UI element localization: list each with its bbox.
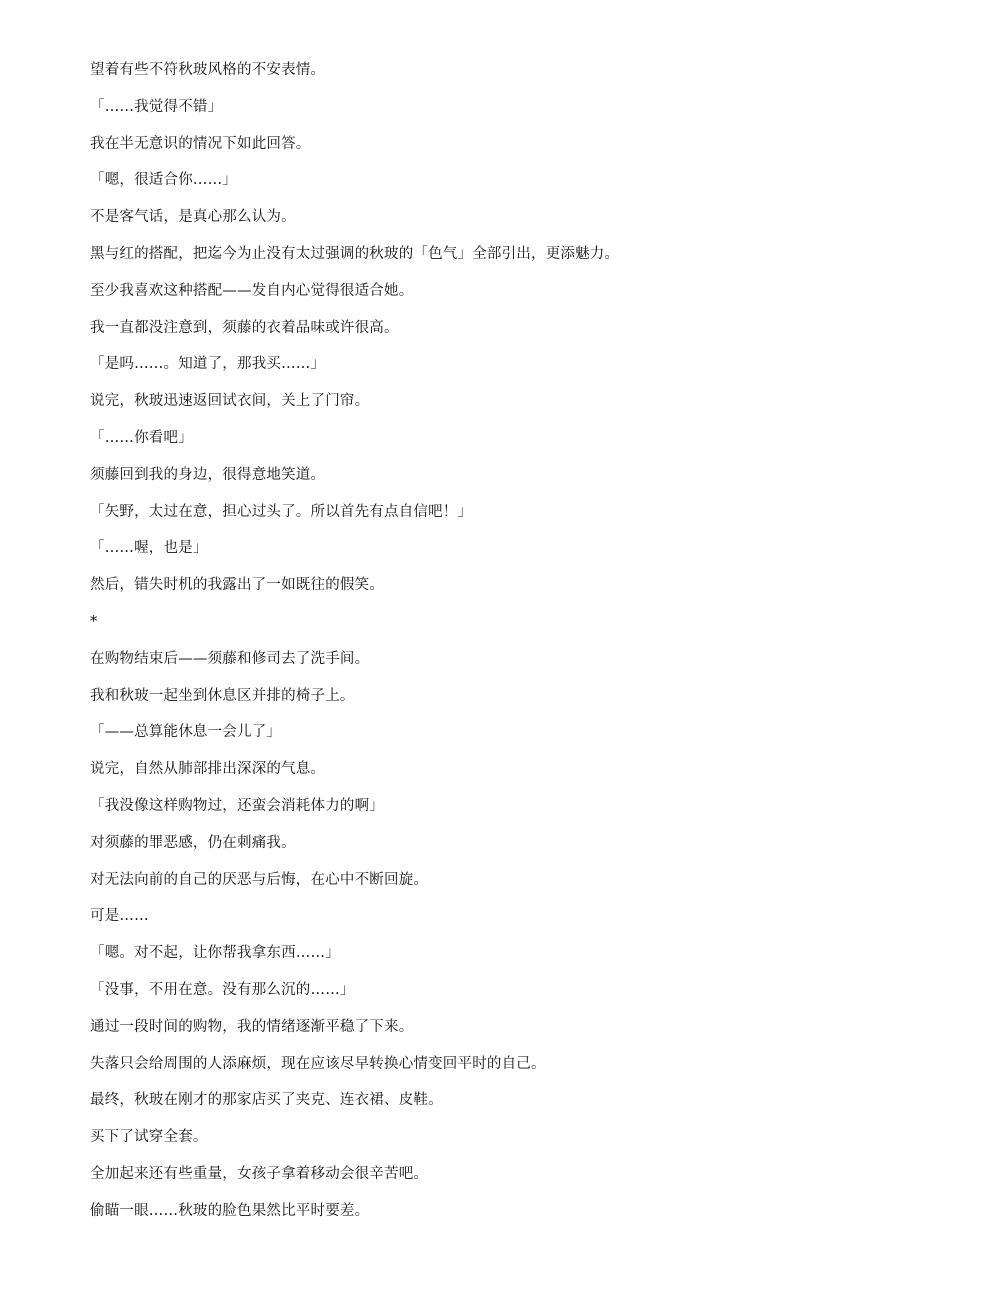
paragraph-line: 「……我觉得不错」 (90, 98, 223, 115)
paragraph-line: 失落只会给周围的人添麻烦，现在应该尽早转换心情变回平时的自己。 (90, 1055, 546, 1072)
paragraph-line: 对须藤的罪恶感，仍在刺痛我。 (90, 834, 296, 851)
paragraph-line: 「……喔，也是」 (90, 540, 208, 557)
paragraph-line: 说完，秋玻迅速返回试衣间，关上了门帘。 (90, 393, 370, 410)
paragraph-line: 至少我喜欢这种搭配——发自内心觉得很适合她。 (90, 282, 414, 299)
paragraph-line: 「嗯，很适合你……」 (90, 172, 237, 189)
paragraph-line: 买下了试穿全套。 (90, 1129, 208, 1146)
paragraph-line: 「——总算能休息一会儿了」 (90, 724, 282, 741)
paragraph-line: 「……你看吧」 (90, 429, 193, 446)
paragraph-line: 偷瞄一眼……秋玻的脸色果然比平时要差。 (90, 1202, 370, 1219)
paragraph-line: 「嗯。对不起，让你帮我拿东西……」 (90, 945, 340, 962)
paragraph-line: 最终，秋玻在刚才的那家店买了夹克、连衣裙、皮鞋。 (90, 1092, 443, 1109)
paragraph-line: 我和秋玻一起坐到休息区并排的椅子上。 (90, 687, 355, 704)
paragraph-line: 须藤回到我的身边，很得意地笑道。 (90, 466, 326, 483)
paragraph-line: 我在半无意识的情况下如此回答。 (90, 135, 311, 152)
paragraph-line: 黑与红的搭配，把迄今为止没有太过强调的秋玻的「色气」全部引出，更添魅力。 (90, 245, 620, 262)
paragraph-line: 可是…… (90, 908, 149, 925)
paragraph-line: 「矢野，太过在意，担心过头了。所以首先有点自信吧！」 (90, 503, 473, 520)
paragraph-line: 然后，错失时机的我露出了一如既往的假笑。 (90, 577, 384, 594)
paragraph-line: 说完，自然从肺部排出深深的气息。 (90, 761, 326, 778)
paragraph-line: 我一直都没注意到，须藤的衣着品味或许很高。 (90, 319, 399, 336)
section-break: * (90, 613, 98, 630)
paragraph-line: 通过一段时间的购物，我的情绪逐渐平稳了下来。 (90, 1018, 414, 1035)
paragraph-line: 「没事，不用在意。没有那么沉的……」 (90, 981, 355, 998)
paragraph-line: 望着有些不符秋玻风格的不安表情。 (90, 62, 326, 78)
paragraph-line: 对无法向前的自己的厌恶与后悔，在心中不断回旋。 (90, 871, 429, 888)
paragraph-line: 全加起来还有些重量，女孩子拿着移动会很辛苦吧。 (90, 1165, 429, 1182)
paragraph-line: 「是吗……。知道了，那我买……」 (90, 356, 326, 373)
text-body (90, 60, 950, 1238)
paragraph-line: 在购物结束后——须藤和修司去了洗手间。 (90, 650, 370, 667)
paragraph-line: 不是客气话，是真心那么认为。 (90, 209, 296, 226)
paragraph-line: 「我没像这样购物过，还蛮会消耗体力的啊」 (90, 797, 384, 814)
